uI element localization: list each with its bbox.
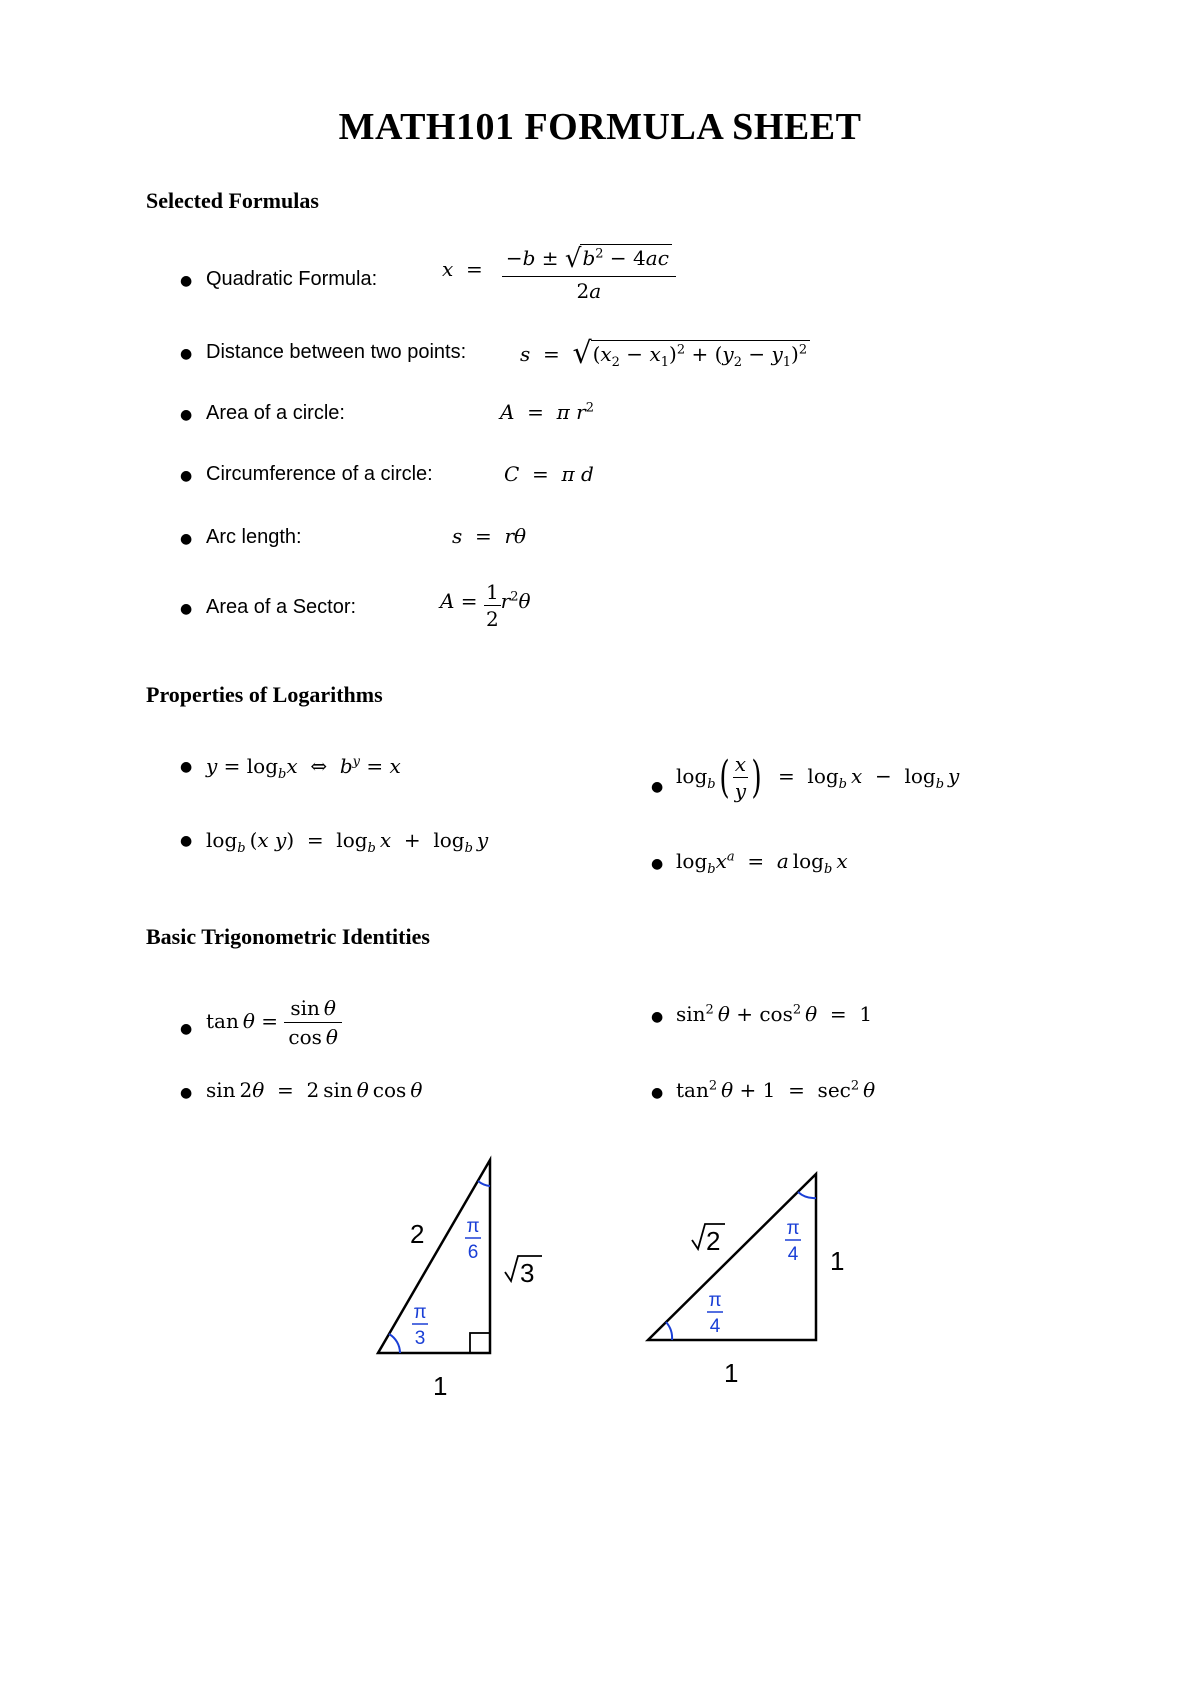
- svg-text:4: 4: [787, 1244, 799, 1265]
- svg-text:3: 3: [414, 1328, 426, 1349]
- page-title: MATH101 FORMULA SHEET: [338, 106, 862, 148]
- bullet: ●: [651, 856, 664, 872]
- section-heading-selected-formulas: Selected Formulas: [146, 188, 319, 213]
- bullet: ●: [180, 531, 193, 547]
- angle-arc-left: [666, 1322, 672, 1340]
- bullet: ●: [180, 273, 193, 289]
- angle-label-pi-over-4-top: [785, 1218, 801, 1265]
- log-definition: $y = \log_bx$ ⇔ $b^y = x$: [206, 754, 401, 782]
- svg-text:π: π: [786, 1218, 800, 1239]
- tangent-secant-identity: $\tan^2 \theta + 1 = \sec^2 \theta$: [676, 1078, 876, 1102]
- bullet: ●: [180, 833, 193, 849]
- tangent-identity: tan θ = $\frac{\text{sin θ}}{\text{cos θ}}$: [206, 996, 342, 1049]
- bottom-leg-label: 1: [724, 1358, 739, 1388]
- angle-label-pi-over-4-left: [707, 1290, 723, 1337]
- bullet: ●: [651, 779, 664, 795]
- right-leg-label: 1: [830, 1246, 845, 1276]
- arc-length-label: Arc length:: [206, 526, 302, 548]
- angle-label-pi-over-6: [465, 1216, 481, 1263]
- triangle-30-60-90-diagram: [360, 1150, 560, 1400]
- sector-area-equation: A = $\frac{1}{2}$ $r^2\theta$: [440, 580, 531, 631]
- bullet: ●: [180, 1021, 193, 1037]
- circumference-equation: C = π d: [504, 462, 594, 486]
- bullet: ●: [180, 1085, 193, 1101]
- bullet: ●: [180, 759, 193, 775]
- svg-text:4: 4: [709, 1316, 721, 1337]
- right-angle-marker: [470, 1333, 490, 1353]
- svg-text:3: 3: [520, 1258, 535, 1288]
- log-power-rule: $\log_bx^a = a$ $\log_b x$: [676, 849, 848, 877]
- short-leg-label: 1: [433, 1371, 448, 1400]
- circle-area-label: Area of a circle:: [206, 402, 345, 424]
- angle-arc-top: [478, 1181, 490, 1186]
- angle-arc-bottom: [389, 1334, 400, 1353]
- double-angle-identity: sin 2θ = 2 sin θ cos θ: [206, 1078, 423, 1102]
- svg-text:π: π: [466, 1216, 480, 1237]
- distance-label: Distance between two points:: [206, 341, 467, 363]
- arc-length-equation: s = rθ: [452, 524, 527, 548]
- bullet: ●: [180, 407, 193, 423]
- triangle-45-45-90-diagram: [630, 1160, 860, 1400]
- svg-text:π: π: [708, 1290, 722, 1311]
- svg-text:6: 6: [467, 1242, 479, 1263]
- log-product-rule: $\log_b (x$ $y) = \log_b x + \log_b y$: [206, 828, 489, 856]
- quadratic-formula-label: Quadratic Formula:: [206, 268, 378, 290]
- bullet: ●: [180, 601, 193, 617]
- bullet: ●: [651, 1085, 664, 1101]
- sector-area-label: Area of a Sector:: [206, 596, 357, 618]
- angle-label-pi-over-3: [412, 1302, 428, 1349]
- section-heading-logarithms: Properties of Logarithms: [146, 682, 383, 707]
- pythagorean-identity: $\sin^2 \theta + \cos^2 \theta = 1$: [676, 1002, 873, 1026]
- bullet: ●: [180, 346, 193, 362]
- long-leg-label: [505, 1256, 542, 1288]
- circle-area-equation: A = π $r^2$: [500, 400, 594, 424]
- bullet: ●: [651, 1009, 664, 1025]
- svg-text:π: π: [413, 1302, 427, 1323]
- circumference-label: Circumference of a circle:: [206, 463, 433, 485]
- distance-equation: $s = √(x_2 - x_1)^2 + (y_2 - y_1)^2$: [520, 336, 810, 371]
- log-quotient-rule: $\log_b$( $\frac{x}{y}$ ) = $\log_b x - \log_b y$: [676, 752, 960, 803]
- angle-arc-top: [798, 1192, 816, 1198]
- bullet: ●: [180, 468, 193, 484]
- quadratic-formula-equation: x = $\frac{-b \pm √b^2 - 4ac}{2a}$: [442, 244, 676, 303]
- hypotenuse-label: [692, 1224, 725, 1256]
- svg-text:2: 2: [706, 1226, 721, 1256]
- hypotenuse-label: 2: [410, 1219, 425, 1249]
- section-heading-trig-identities: Basic Trigonometric Identities: [146, 924, 430, 949]
